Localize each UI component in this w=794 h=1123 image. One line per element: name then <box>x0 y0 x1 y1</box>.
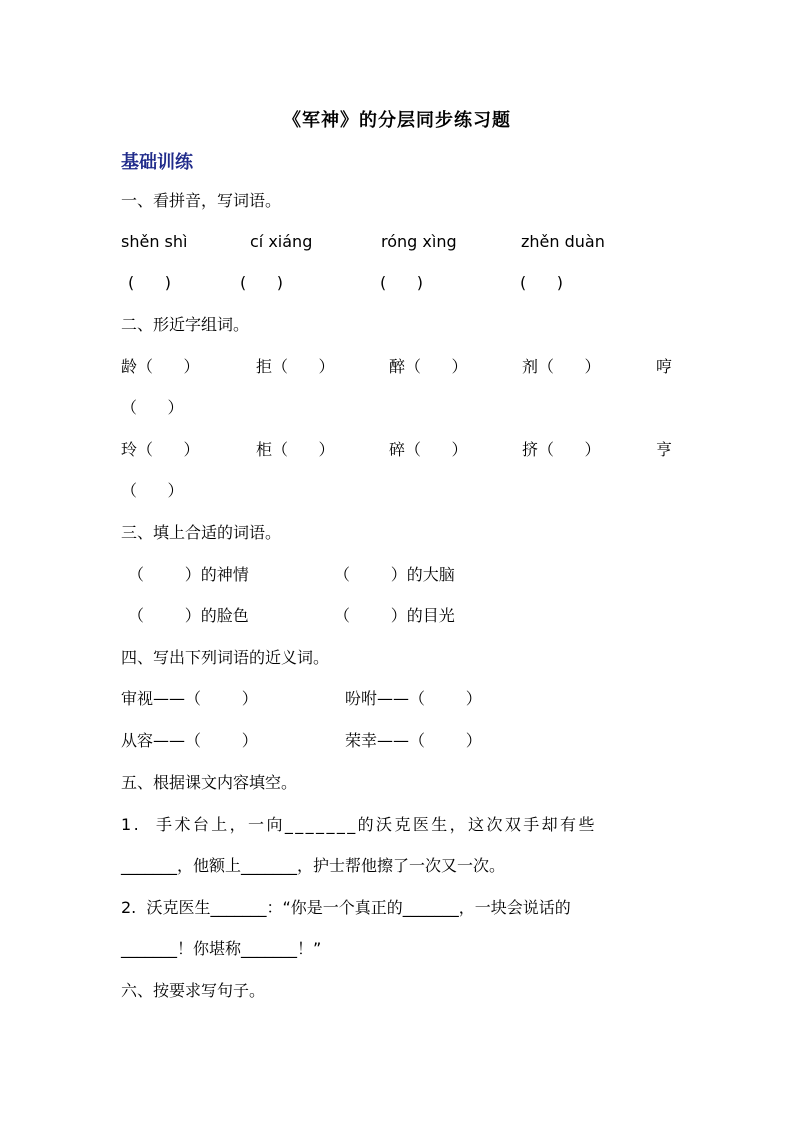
q2-row2-item-2: 柜（ ） <box>256 440 335 459</box>
q2-row1-item-5: 哼 <box>656 357 673 376</box>
q2-heading: 二、形近字组词。 <box>121 315 250 334</box>
q2-row1-item-3: 醉（ ） <box>389 357 468 376</box>
q2-row1-item-4: 剂（ ） <box>522 357 601 376</box>
q2-row2-wrap: （ ） <box>121 481 184 500</box>
pinyin-blank-4: ( ) <box>520 273 563 292</box>
pinyin-blank-2: ( ) <box>240 273 283 292</box>
q4-item-2: 吩咐——（ ） <box>345 689 482 708</box>
q3-item-3: （ ）的脸色 <box>128 606 249 625</box>
q6-heading: 六、按要求写句子。 <box>121 981 266 1000</box>
q3-item-4: （ ）的目光 <box>334 606 455 625</box>
q2-row1-wrap: （ ） <box>121 398 184 417</box>
pinyin-4: zhěn duàn <box>521 232 605 251</box>
pinyin-1: shěn shì <box>121 232 188 251</box>
page-title: 《军神》的分层同步练习题 <box>283 110 511 131</box>
q5-line-4: _______！你堪称_______！” <box>121 939 322 958</box>
q2-row1-item-1: 龄（ ） <box>121 357 200 376</box>
q3-item-1: （ ）的神情 <box>128 565 249 584</box>
q4-item-3: 从容——（ ） <box>121 731 258 750</box>
q4-item-4: 荣幸——（ ） <box>345 731 482 750</box>
q5-heading: 五、根据课文内容填空。 <box>121 773 298 792</box>
q2-row1-item-2: 拒（ ） <box>256 357 335 376</box>
q2-row2-item-5: 亨 <box>656 440 673 459</box>
q3-heading: 三、填上合适的词语。 <box>121 523 282 542</box>
section-heading: 基础训练 <box>121 152 193 173</box>
pinyin-3: róng xìng <box>381 232 457 251</box>
q1-heading: 一、看拼音，写词语。 <box>121 191 282 210</box>
q5-line-1: 1. 手术台上，一向_______的沃克医生，这次双手却有些 <box>121 815 597 834</box>
pinyin-blank-1: ( ) <box>128 273 171 292</box>
q2-row2-item-1: 玲（ ） <box>121 440 200 459</box>
q5-line-3: 2. 沃克医生_______：“你是一个真正的_______，一块会说话的 <box>121 898 571 917</box>
q2-row2-item-3: 碎（ ） <box>389 440 468 459</box>
q5-line-2: _______，他额上_______，护士帮他擦了一次又一次。 <box>121 856 506 875</box>
q4-item-1: 审视——（ ） <box>121 689 258 708</box>
q3-item-2: （ ）的大脑 <box>334 565 455 584</box>
q4-heading: 四、写出下列词语的近义词。 <box>121 648 330 667</box>
q2-row2-item-4: 挤（ ） <box>522 440 601 459</box>
pinyin-2: cí xiáng <box>250 232 313 251</box>
pinyin-blank-3: ( ) <box>380 273 423 292</box>
